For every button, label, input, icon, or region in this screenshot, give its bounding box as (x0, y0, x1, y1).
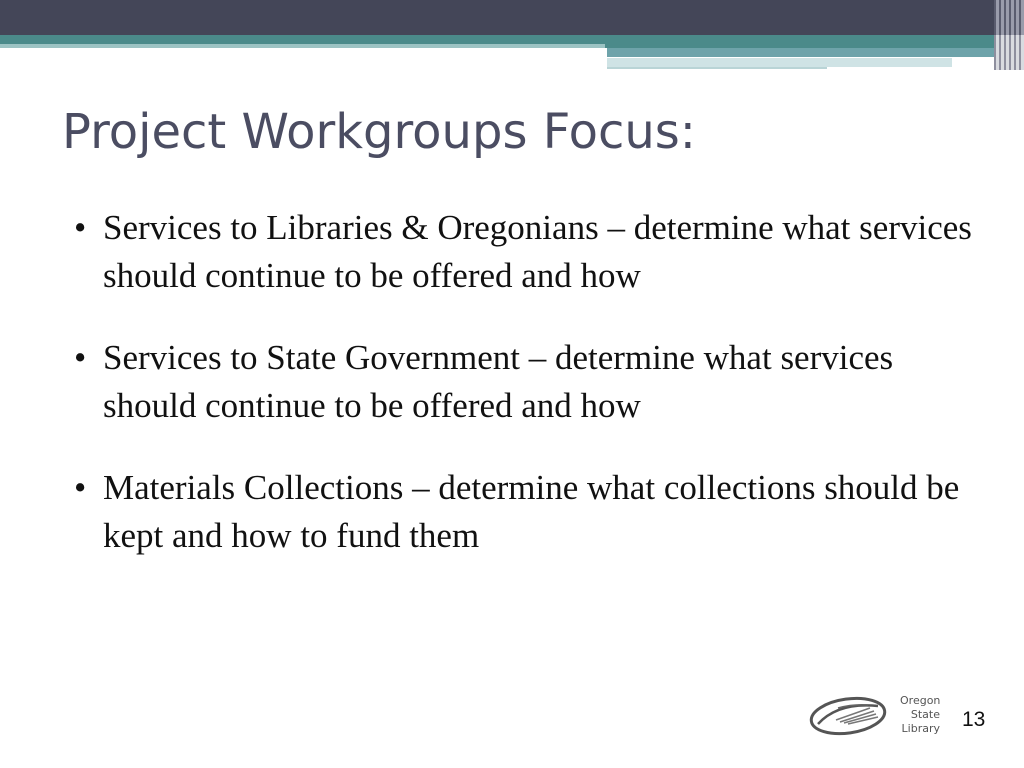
bullet-item (74, 334, 974, 430)
header-pale-line (607, 67, 827, 69)
bullet-text: Services to State Government – determine what services should continue to be offered and how (103, 338, 894, 425)
slide-title: Project Workgroups Focus: (62, 104, 696, 160)
bullet-text: Materials Collections – determine what collections should be kept and how to fund them (103, 468, 960, 555)
bullet-text: Services to Libraries & Oregonians – determine what services should continue to be offered and how (103, 208, 972, 295)
logo-text (900, 694, 940, 736)
header-dark-bar (0, 0, 1024, 35)
header-teal-light-bar (0, 44, 605, 48)
logo-line-library: Library (901, 722, 940, 735)
header-accent-bar (607, 48, 997, 57)
bullet-dot: • (74, 468, 87, 507)
logo-line-oregon: Oregon (900, 694, 941, 707)
bullet-dot: • (74, 208, 87, 247)
page-number: 13 (962, 708, 986, 731)
header-pale-bar (607, 58, 952, 67)
bullet-item (74, 204, 974, 300)
logo-line-state: State (910, 708, 940, 721)
bullet-list (74, 204, 974, 594)
bullet-dot: • (74, 338, 87, 377)
header-stripes-dark (994, 0, 1024, 35)
oregon-state-library-logo-icon (808, 694, 888, 738)
bullet-item (74, 464, 974, 560)
